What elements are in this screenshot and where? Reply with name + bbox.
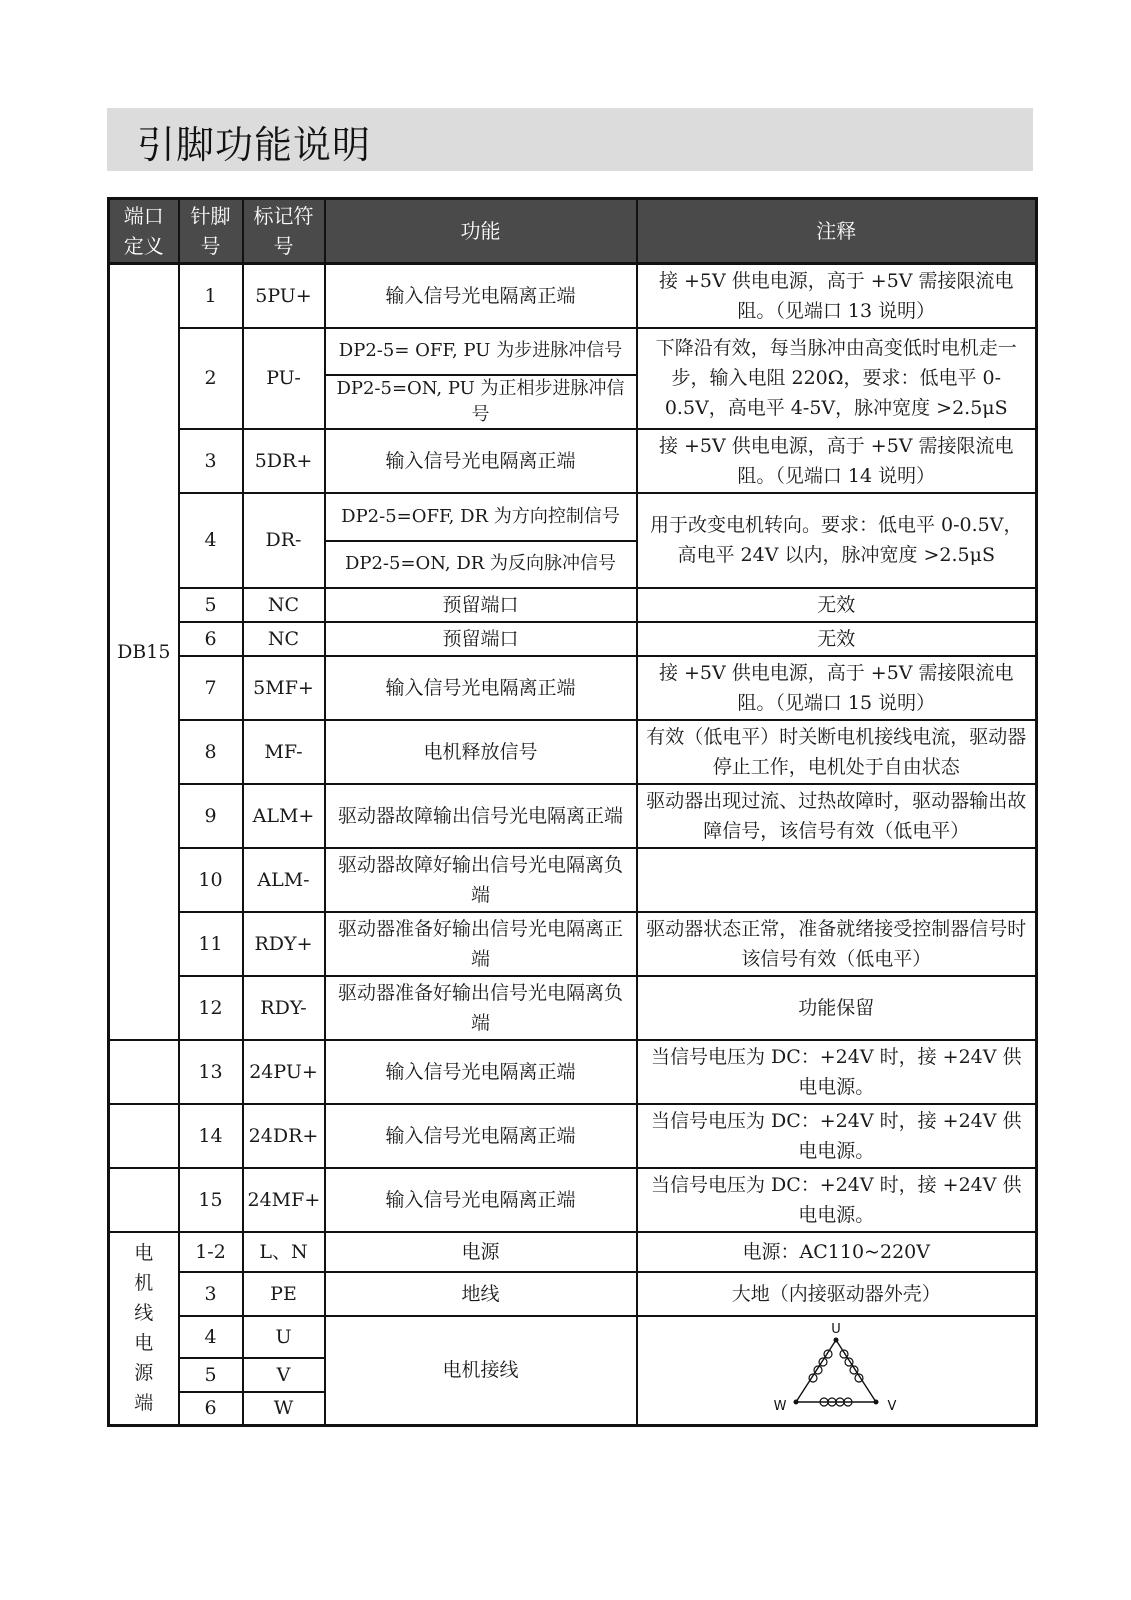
winding-coils [809, 1350, 863, 1406]
note-cell: 当信号电压为 DC：+24V 时，接 +24V 供电电源。 [637, 1168, 1037, 1232]
mark-cell: MF- [243, 720, 325, 784]
mark-cell: RDY+ [243, 912, 325, 976]
mark-cell: NC [243, 588, 325, 622]
note-cell: 当信号电压为 DC：+24V 时，接 +24V 供电电源。 [637, 1040, 1037, 1104]
mark-cell: 5MF+ [243, 656, 325, 720]
note-cell: 功能保留 [637, 976, 1037, 1040]
note-cell: 接 +5V 供电电源，高于 +5V 需接限流电阻。（见端口 14 说明） [637, 429, 1037, 493]
table-row [109, 622, 1037, 656]
header-mark: 标记符号 [243, 199, 325, 264]
note-cell: 电源：AC110~220V [637, 1232, 1037, 1272]
table-row [109, 1104, 1037, 1168]
func-cell: 预留端口 [325, 588, 637, 622]
func-cell: 输入信号光电隔离正端 [325, 1168, 637, 1232]
mark-cell: 24DR+ [243, 1104, 325, 1168]
func-cell: 输入信号光电隔离正端 [325, 656, 637, 720]
table-row [109, 1316, 1037, 1358]
mark-cell: 24PU+ [243, 1040, 325, 1104]
pin-cell: 15 [179, 1168, 243, 1232]
func-cell: 电机接线 [325, 1316, 637, 1426]
note-cell: 接 +5V 供电电源，高于 +5V 需接限流电阻。（见端口 15 说明） [637, 656, 1037, 720]
func-cell-on: DP2-5=ON, PU 为正相步进脉冲信号 [325, 375, 637, 429]
pin-cell: 1-2 [179, 1232, 243, 1272]
mark-cell: DR- [243, 493, 325, 588]
func-cell: 驱动器准备好输出信号光电隔离正端 [325, 912, 637, 976]
note-cell: 下降沿有效，每当脉冲由高变低时电机走一步，输入电阻 220Ω，要求：低电平 0-0.5V，高电平 4-5V，脉冲宽度 >2.5μS [637, 328, 1037, 429]
mark-cell: V [243, 1358, 325, 1392]
terminal-u-label: U [831, 1322, 842, 1338]
table-row [109, 264, 1037, 328]
func-cell: 驱动器故障好输出信号光电隔离负端 [325, 848, 637, 912]
func-cell: 输入信号光电隔离正端 [325, 1040, 637, 1104]
note-cell: 当信号电压为 DC：+24V 时，接 +24V 供电电源。 [637, 1104, 1037, 1168]
pin-cell: 4 [179, 1316, 243, 1358]
note-cell: 驱动器出现过流、过热故障时，驱动器输出故障信号，该信号有效（低电平） [637, 784, 1037, 848]
mark-cell: NC [243, 622, 325, 656]
pin-cell: 12 [179, 976, 243, 1040]
table-header-row [109, 199, 1037, 264]
port-empty [109, 1104, 179, 1168]
pin-cell: 6 [179, 622, 243, 656]
table-row [109, 1272, 1037, 1316]
table-row [109, 1168, 1037, 1232]
section-title-bar [107, 108, 1033, 171]
func-cell-off: DP2-5=OFF, DR 为方向控制信号 [325, 493, 637, 541]
pin-cell: 10 [179, 848, 243, 912]
terminal-v-label: V [887, 1399, 897, 1415]
table-row [109, 720, 1037, 784]
mark-cell: 5PU+ [243, 264, 325, 328]
func-cell: 输入信号光电隔离正端 [325, 264, 637, 328]
pin-cell: 6 [179, 1392, 243, 1426]
pin-cell: 7 [179, 656, 243, 720]
table-row [109, 493, 1037, 541]
note-cell: 有效（低电平）时关断电机接线电流，驱动器停止工作，电机处于自由状态 [637, 720, 1037, 784]
mark-cell: 5DR+ [243, 429, 325, 493]
header-note: 注释 [637, 199, 1037, 264]
func-cell: 预留端口 [325, 622, 637, 656]
pin-cell: 13 [179, 1040, 243, 1104]
delta-winding-diagram [766, 1320, 906, 1420]
mark-cell: 24MF+ [243, 1168, 325, 1232]
table-row [109, 848, 1037, 912]
note-cell [637, 848, 1037, 912]
port-motor-power: 电 机 线 电 源 端 [109, 1232, 179, 1426]
pin-cell: 3 [179, 429, 243, 493]
mark-cell: PE [243, 1272, 325, 1316]
pin-cell: 5 [179, 1358, 243, 1392]
pin-cell: 11 [179, 912, 243, 976]
header-func: 功能 [325, 199, 637, 264]
table-row [109, 784, 1037, 848]
mark-cell: ALM- [243, 848, 325, 912]
mark-cell: ALM+ [243, 784, 325, 848]
func-cell-off: DP2-5= OFF, PU 为步进脉冲信号 [325, 328, 637, 375]
func-cell: 地线 [325, 1272, 637, 1316]
note-cell: 大地（内接驱动器外壳） [637, 1272, 1037, 1316]
delta-triangle [796, 1340, 876, 1402]
mark-cell: L、N [243, 1232, 325, 1272]
pin-cell: 3 [179, 1272, 243, 1316]
note-cell: 接 +5V 供电电源，高于 +5V 需接限流电阻。（见端口 13 说明） [637, 264, 1037, 328]
pin-cell: 8 [179, 720, 243, 784]
mark-cell: W [243, 1392, 325, 1426]
func-cell: 驱动器准备好输出信号光电隔离负端 [325, 976, 637, 1040]
func-cell: 电机释放信号 [325, 720, 637, 784]
table-row [109, 976, 1037, 1040]
table-row [109, 912, 1037, 976]
table-row [109, 429, 1037, 493]
port-empty [109, 1168, 179, 1232]
table-row [109, 1040, 1037, 1104]
pin-cell: 2 [179, 328, 243, 429]
table-row [109, 656, 1037, 720]
port-db15: DB15 [109, 264, 179, 1040]
table-row [109, 588, 1037, 622]
func-cell: 驱动器故障输出信号光电隔离正端 [325, 784, 637, 848]
note-cell: 无效 [637, 622, 1037, 656]
terminal-w-label: W [773, 1399, 787, 1415]
func-cell: 输入信号光电隔离正端 [325, 1104, 637, 1168]
func-cell: 电源 [325, 1232, 637, 1272]
note-cell: 驱动器状态正常，准备就绪接受控制器信号时该信号有效（低电平） [637, 912, 1037, 976]
table-row [109, 328, 1037, 375]
port-empty [109, 1040, 179, 1104]
table-row [109, 1232, 1037, 1272]
header-port: 端口定义 [109, 199, 179, 264]
note-cell: 用于改变电机转向。要求：低电平 0-0.5V，高电平 24V 以内，脉冲宽度 >2.5μS [637, 493, 1037, 588]
pin-cell: 9 [179, 784, 243, 848]
mark-cell: RDY- [243, 976, 325, 1040]
header-pin: 针脚号 [179, 199, 243, 264]
delta-diagram-cell [637, 1316, 1037, 1426]
pin-cell: 5 [179, 588, 243, 622]
func-cell: 输入信号光电隔离正端 [325, 429, 637, 493]
mark-cell: U [243, 1316, 325, 1358]
mark-cell: PU- [243, 328, 325, 429]
pin-cell: 14 [179, 1104, 243, 1168]
pin-cell: 1 [179, 264, 243, 328]
note-cell: 无效 [637, 588, 1037, 622]
pin-cell: 4 [179, 493, 243, 588]
pin-function-table [107, 197, 1038, 1427]
func-cell-on: DP2-5=ON, DR 为反向脉冲信号 [325, 541, 637, 588]
page-title: 引脚功能说明 [137, 123, 372, 167]
